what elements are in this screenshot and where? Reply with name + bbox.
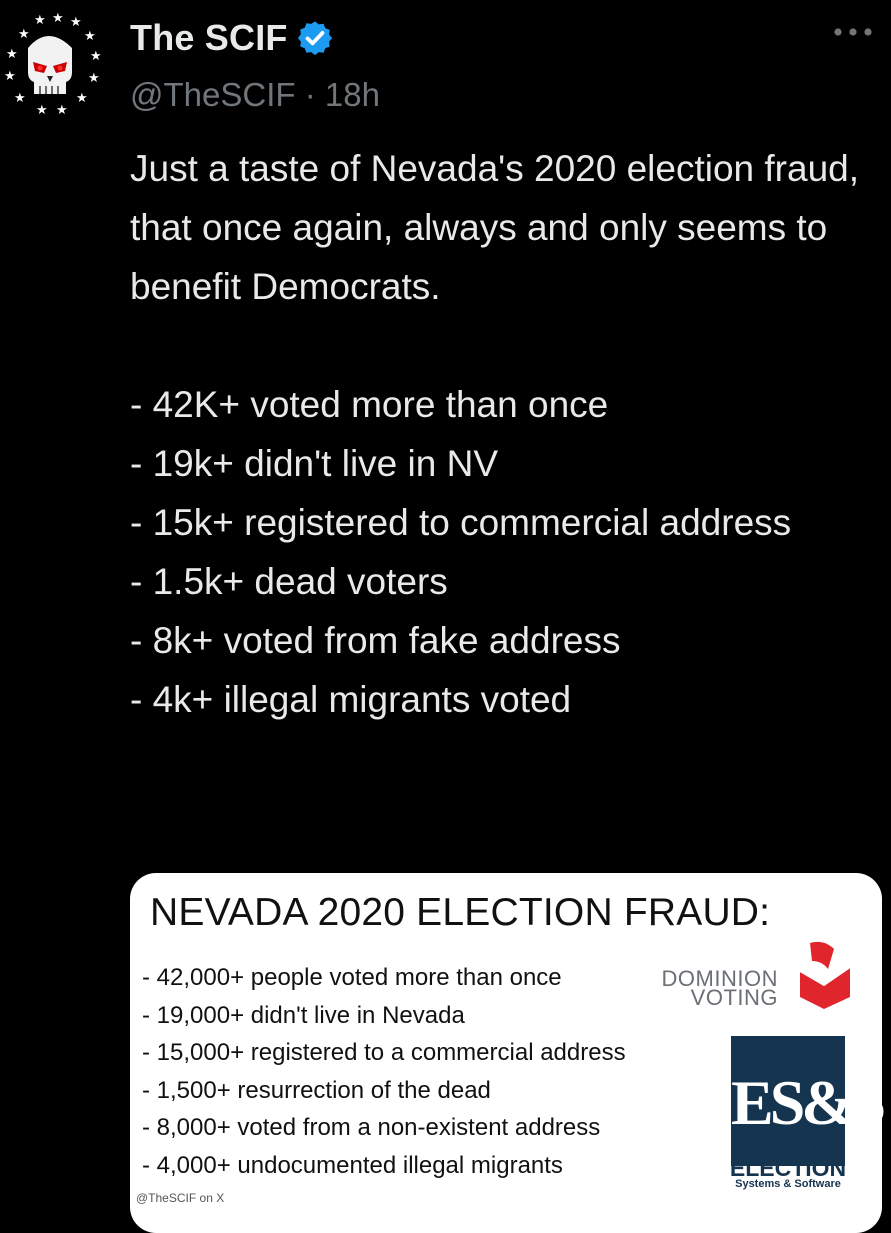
svg-text:★: ★ xyxy=(88,71,100,86)
avatar[interactable] xyxy=(0,10,100,120)
dominion-line-1: DOMINION xyxy=(661,966,778,991)
dominion-voting-text xyxy=(636,966,778,1010)
svg-text:★: ★ xyxy=(84,29,96,44)
tweet-bullet: - 1.5k+ dead voters xyxy=(130,561,448,602)
image-list-item: - 4,000+ undocumented illegal migrants xyxy=(142,1151,563,1179)
tweet-bullet: - 42K+ voted more than once xyxy=(130,384,609,425)
svg-text:★: ★ xyxy=(56,103,68,118)
ess-election-text: ELECTION xyxy=(729,1155,847,1181)
attached-image[interactable] xyxy=(130,873,882,1233)
ess-logo-icon: ES&S xyxy=(731,1067,883,1138)
image-list-item: - 19,000+ didn't live in Nevada xyxy=(142,1001,465,1029)
svg-text:★: ★ xyxy=(14,91,26,106)
author-handle[interactable]: @TheSCIF xyxy=(130,76,296,113)
author-name-row xyxy=(130,16,334,60)
image-list-item: - 15,000+ registered to a commercial address xyxy=(142,1039,626,1066)
separator-dot: · xyxy=(304,76,325,113)
post-timestamp[interactable]: 18h xyxy=(324,76,380,113)
image-list xyxy=(142,959,626,1184)
ess-subtitle-text: Systems & Software xyxy=(735,1178,841,1190)
dominion-line-2: VOTING xyxy=(690,985,778,1010)
svg-text:★: ★ xyxy=(52,11,64,26)
svg-text:★: ★ xyxy=(4,69,16,84)
more-options-icon[interactable] xyxy=(831,22,875,42)
svg-text:★: ★ xyxy=(34,13,46,28)
ess-logo xyxy=(731,1036,883,1166)
tweet-intro: Just a taste of Nevada's 2020 election fraud, that once again, always and only seems to benefit Democrats. xyxy=(130,148,860,307)
tweet-text xyxy=(130,139,870,729)
svg-text:★: ★ xyxy=(76,91,88,106)
dominion-logo-icon xyxy=(794,939,856,1011)
tweet-bullet: - 4k+ illegal migrants voted xyxy=(130,679,572,720)
tweet-bullet: - 19k+ didn't live in NV xyxy=(130,443,498,484)
svg-text:★: ★ xyxy=(18,27,30,42)
image-list-item: - 42,000+ people voted more than once xyxy=(142,964,562,991)
image-watermark: @TheSCIF on X xyxy=(136,1191,225,1205)
svg-text:★: ★ xyxy=(70,15,82,30)
image-title: NEVADA 2020 ELECTION FRAUD: xyxy=(150,891,771,934)
tweet-bullet: - 8k+ voted from fake address xyxy=(130,620,621,661)
image-list-item: - 1,500+ resurrection of the dead xyxy=(142,1076,491,1104)
svg-text:★: ★ xyxy=(90,49,102,64)
verified-badge-icon[interactable] xyxy=(296,19,334,57)
author-handle-row xyxy=(130,76,380,114)
skull-avatar-icon xyxy=(0,10,100,120)
tweet-bullet: - 15k+ registered to commercial address xyxy=(130,502,792,543)
svg-text:★: ★ xyxy=(36,103,48,118)
author-display-name[interactable]: The SCIF xyxy=(130,17,288,58)
image-list-item: - 8,000+ voted from a non-existent address xyxy=(142,1114,601,1141)
svg-text:★: ★ xyxy=(6,47,18,62)
